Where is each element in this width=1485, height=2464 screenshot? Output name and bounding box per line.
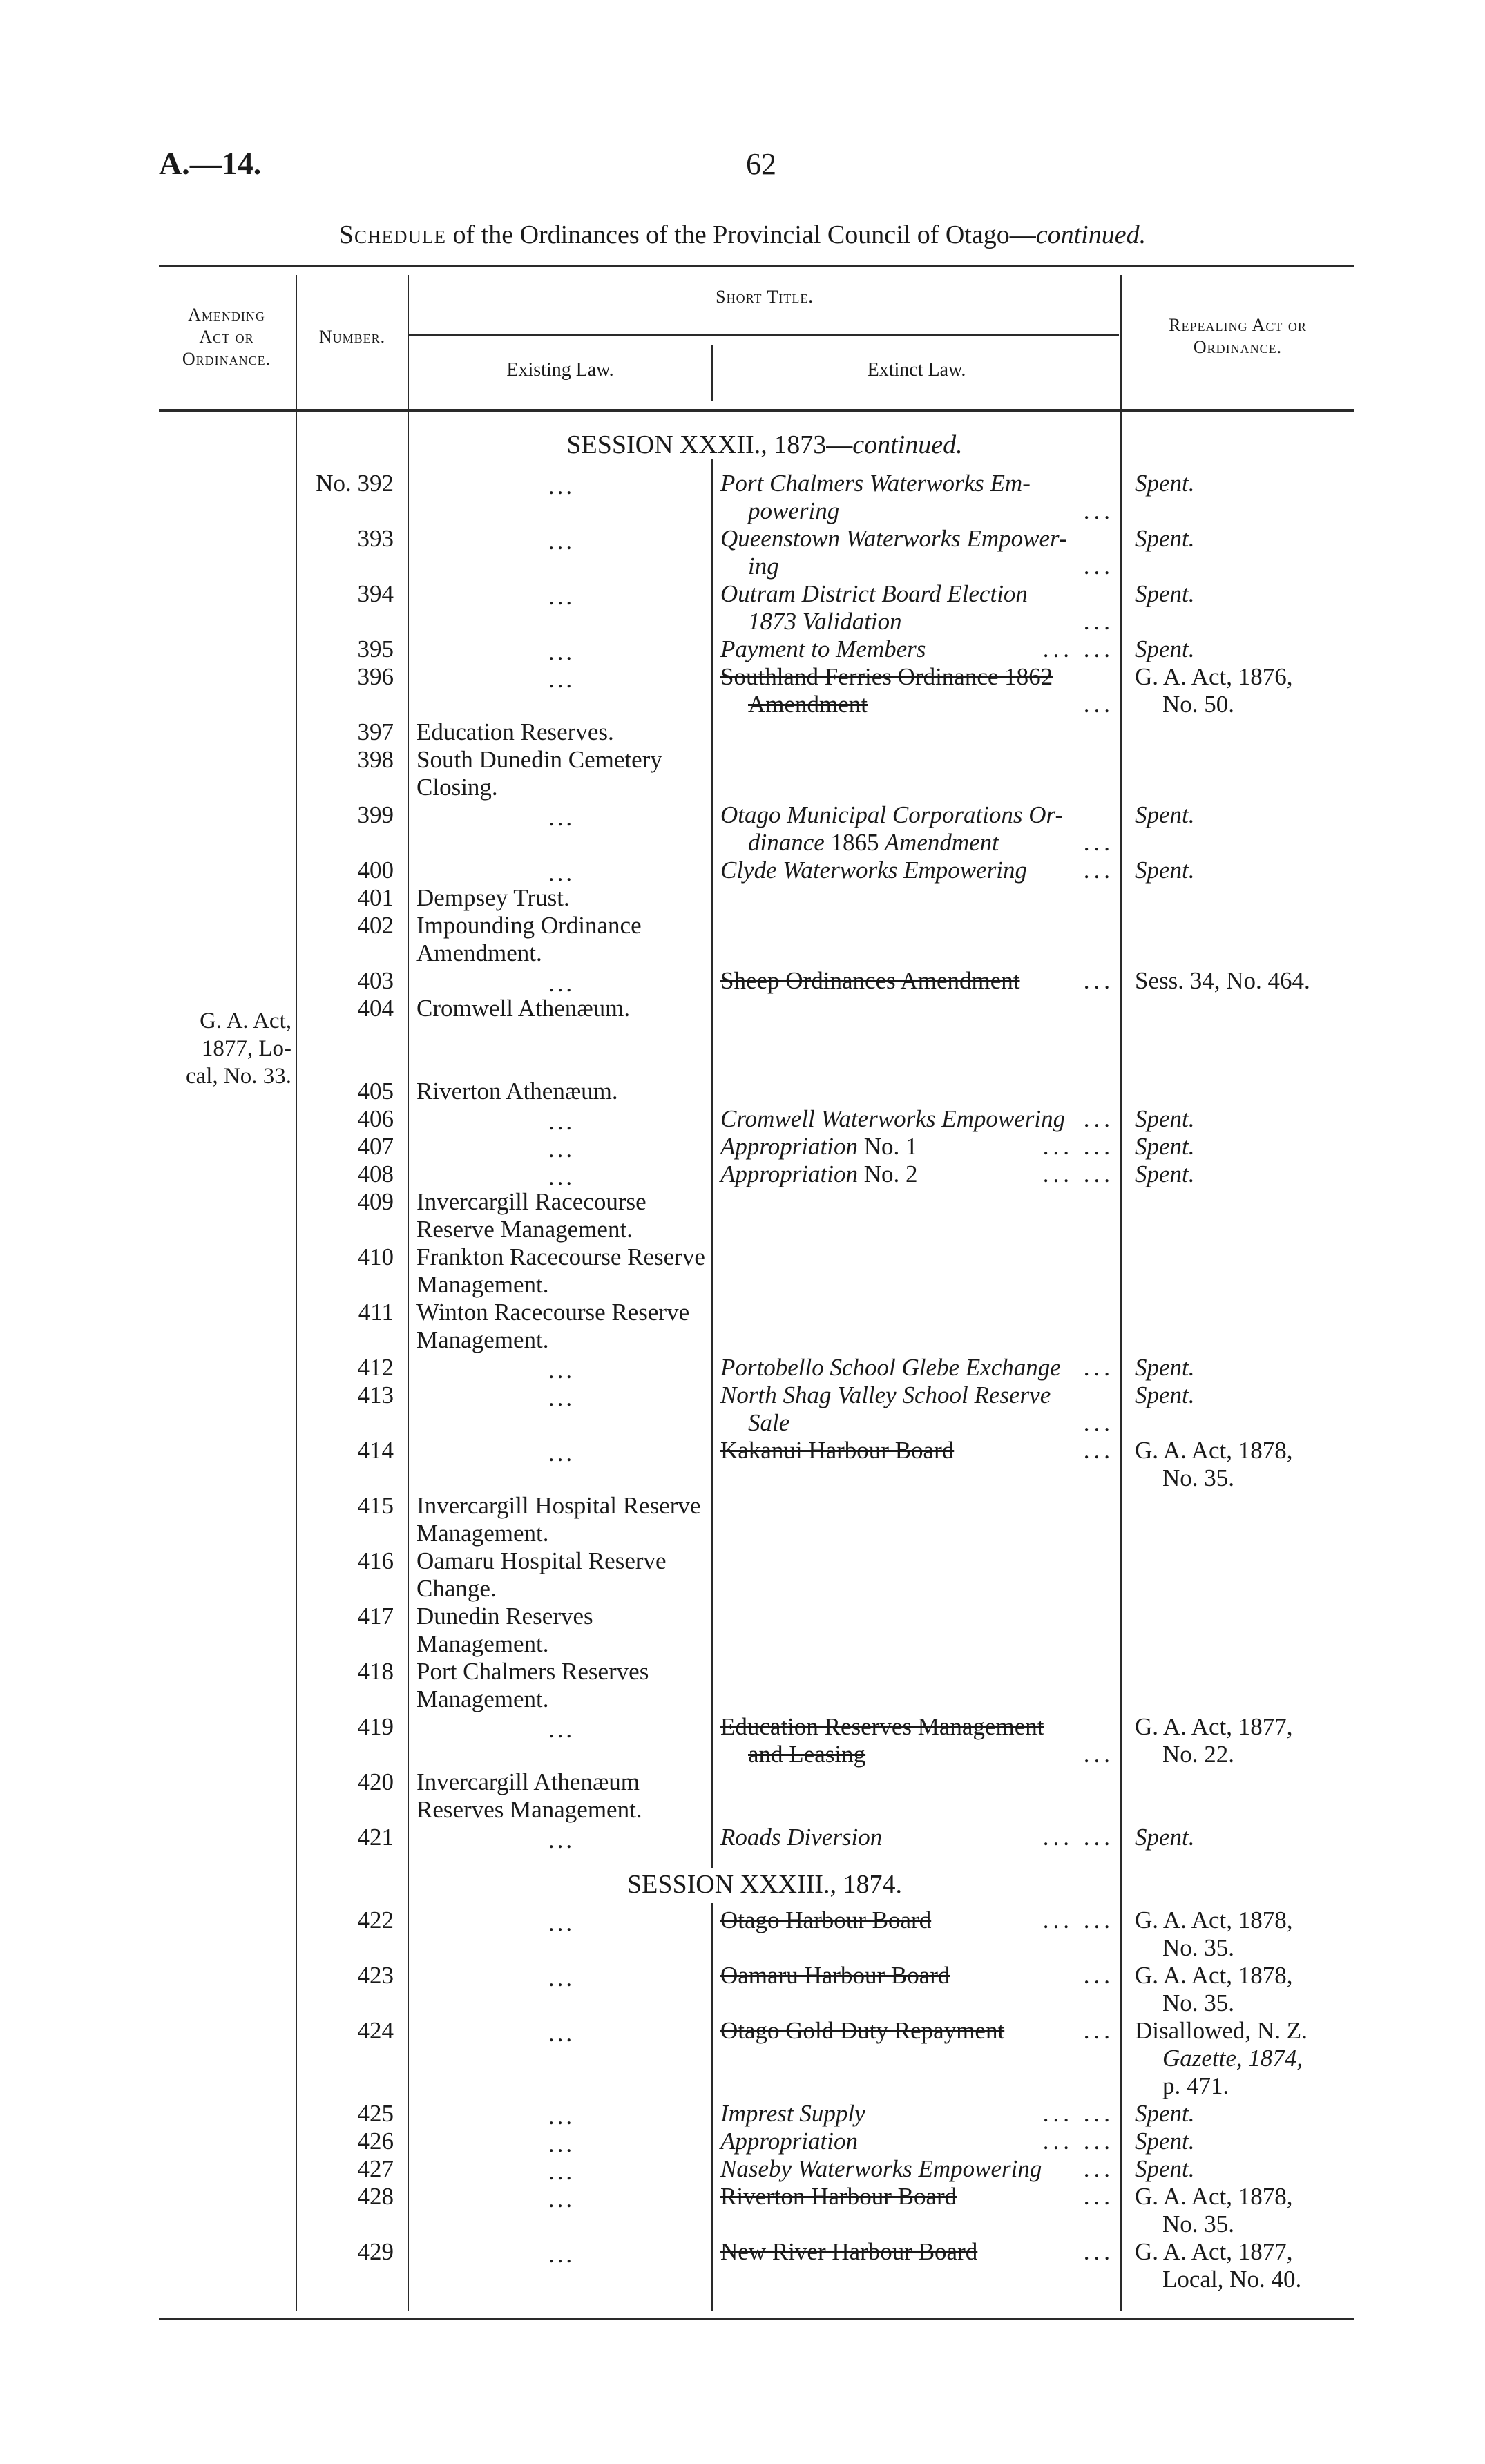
repealing-act — [1135, 1907, 1356, 1962]
row-number: 423 — [357, 1962, 394, 1989]
existing-law-leader: ... — [548, 1965, 575, 1992]
extinct-law-text: Cromwell Waterworks Empowering — [720, 1105, 1066, 1132]
extinct-law-line — [720, 2128, 1114, 2155]
col-header-short-title: Short Title. — [716, 287, 814, 307]
extinct-law-text: Appropriation — [720, 2128, 858, 2155]
leader-dots: ... — [1083, 2017, 1114, 2044]
extinct-law — [720, 2155, 1114, 2183]
extinct-law — [720, 967, 1114, 995]
col-header-amending-l2: Act or — [199, 327, 254, 347]
document-id: A.—14. — [159, 146, 262, 181]
extinct-law-text: Kakanui Harbour Board — [720, 1437, 955, 1464]
repealing-act-line: No. 50. — [1162, 691, 1235, 718]
extinct-law-line — [720, 553, 1114, 580]
extinct-law-text: Otago Municipal Corporations Or- — [720, 801, 1064, 828]
row-number: 393 — [357, 525, 394, 552]
existing-law-leader: ... — [548, 2103, 575, 2130]
repealing-act-line: Spent. — [1135, 1382, 1195, 1408]
extinct-law — [720, 2183, 1114, 2210]
repealing-act — [1135, 636, 1356, 663]
table-top-rule — [159, 265, 1354, 267]
extinct-law-line — [720, 636, 1114, 663]
leader-dots: ... — [1083, 691, 1114, 718]
extinct-law — [720, 1382, 1114, 1437]
existing-law-leader: ... — [548, 1716, 575, 1743]
row-number: 418 — [357, 1658, 394, 1685]
extinct-law — [720, 2100, 1114, 2128]
leader-dots: ... — [1083, 497, 1114, 524]
row-number: 424 — [357, 2017, 394, 2044]
extinct-law — [720, 2238, 1114, 2266]
repealing-act — [1135, 1161, 1356, 1188]
existing-law-leader: ... — [548, 528, 575, 555]
row-number: 407 — [357, 1133, 394, 1160]
extinct-law-line — [720, 1437, 1114, 1464]
leader-dots: ... — [1083, 829, 1114, 856]
repealing-act — [1135, 1713, 1356, 1768]
repealing-act-line: Spent. — [1135, 2100, 1195, 2127]
row-number: 395 — [357, 636, 394, 662]
repealing-act — [1135, 580, 1356, 608]
repealing-act — [1135, 2100, 1356, 2128]
row-number: 401 — [357, 884, 394, 911]
extinct-law — [720, 580, 1114, 636]
session-xxxii-continued: continued. — [852, 430, 963, 459]
repealing-act-line: Sess. 34, No. 464. — [1135, 967, 1310, 994]
session-heading-xxxii — [409, 430, 1120, 460]
repealing-act-line: No. 35. — [1162, 1989, 1235, 2016]
extinct-law — [720, 1907, 1114, 1934]
repealing-act-line: Disallowed, N. Z. — [1135, 2017, 1307, 2044]
leader-dots: ... — [1083, 1437, 1114, 1464]
leader-dots: ... — [1083, 1354, 1114, 1381]
extinct-law — [720, 470, 1114, 525]
extinct-law-line — [720, 2100, 1114, 2128]
extinct-law — [720, 525, 1114, 580]
row-number: 397 — [357, 718, 394, 745]
row-number: 413 — [357, 1382, 394, 1408]
extinct-law-text: Riverton Harbour Board — [720, 2183, 957, 2210]
extinct-law — [720, 663, 1114, 718]
extinct-law-text: Oamaru Harbour Board — [720, 1962, 950, 1989]
repealing-act — [1135, 967, 1356, 995]
amending-note — [131, 1007, 291, 1090]
repealing-act-line: Spent. — [1135, 1105, 1195, 1132]
repealing-act-line: Spent. — [1135, 1133, 1195, 1160]
repealing-act-line: No. 22. — [1162, 1741, 1235, 1768]
extinct-law-line — [720, 1741, 1114, 1768]
repealing-act-line: Spent. — [1135, 470, 1195, 497]
extinct-law-text: Amendment — [748, 691, 868, 718]
existing-law: Invercargill Athenæum Reserves Management. — [416, 1768, 642, 1823]
repealing-act — [1135, 663, 1356, 718]
repealing-act-line: No. 35. — [1162, 1464, 1235, 1491]
extinct-law — [720, 636, 1114, 663]
row-number: 415 — [357, 1492, 394, 1519]
extinct-law-text: Appropriation No. 2 — [720, 1161, 918, 1187]
leader-dots: ... ... — [1042, 2128, 1114, 2155]
col-header-existing: Existing Law. — [506, 359, 614, 381]
extinct-law-text: Otago Gold Duty Repayment — [720, 2017, 1005, 2044]
existing-law: Invercargill Hospital Reserve Management. — [416, 1492, 701, 1547]
extinct-law — [720, 2128, 1114, 2155]
leader-dots: ... — [1083, 967, 1114, 994]
col-header-amending — [160, 304, 293, 370]
extinct-law-text: 1873 Validation — [748, 608, 902, 635]
row-number: 421 — [357, 1824, 394, 1851]
row-number: 408 — [357, 1161, 394, 1187]
repealing-act — [1135, 470, 1356, 497]
leader-dots: ... — [1083, 1741, 1114, 1768]
row-number: 416 — [357, 1547, 394, 1574]
existing-law: Riverton Athenæum. — [416, 1078, 618, 1105]
repealing-act-line: G. A. Act, 1878, — [1135, 1962, 1293, 1989]
leader-dots: ... ... — [1042, 1907, 1114, 1933]
repealing-act-line: Spent. — [1135, 2128, 1195, 2155]
row-number: 410 — [357, 1243, 394, 1270]
existing-law: Education Reserves. — [416, 718, 614, 745]
extinct-law-text: Portobello School Glebe Exchange — [720, 1354, 1061, 1381]
extinct-law-line — [720, 2155, 1114, 2183]
row-number: 422 — [357, 1907, 394, 1933]
repealing-act — [1135, 2238, 1356, 2293]
leader-dots: ... — [1083, 1105, 1114, 1132]
existing-law-leader: ... — [548, 970, 575, 997]
session-heading-xxxiii: SESSION XXXIII., 1874. — [627, 1870, 902, 1899]
row-number: 428 — [357, 2183, 394, 2210]
row-number: 420 — [357, 1768, 394, 1795]
row-number: 406 — [357, 1105, 394, 1132]
extinct-law-text: Appropriation No. 1 — [720, 1133, 918, 1160]
repealing-act — [1135, 1105, 1356, 1133]
extinct-law-line — [720, 1824, 1114, 1851]
extinct-law-line — [720, 1907, 1114, 1934]
row-number: 426 — [357, 2128, 394, 2155]
extinct-law-text: powering — [748, 497, 840, 524]
extinct-law — [720, 1824, 1114, 1851]
repealing-act — [1135, 857, 1356, 884]
repealing-act-line: G. A. Act, 1876, — [1135, 663, 1293, 690]
repealing-act-line: G. A. Act, 1878, — [1135, 1437, 1293, 1464]
extinct-law-text: Port Chalmers Waterworks Em- — [720, 470, 1031, 497]
col-header-repealing-l1: Repealing Act or — [1169, 315, 1307, 335]
repealing-act-line: Spent. — [1135, 1354, 1195, 1381]
extinct-law-line — [720, 1105, 1114, 1133]
extinct-law-text: Clyde Waterworks Empowering — [720, 857, 1027, 884]
extinct-law-text: New River Harbour Board — [720, 2238, 978, 2265]
extinct-law-text: Queenstown Waterworks Empower- — [720, 525, 1067, 552]
repealing-act-line: Spent. — [1135, 525, 1195, 552]
short-title-divider — [408, 334, 1119, 336]
repealing-act — [1135, 2155, 1356, 2183]
extinct-law-text: Imprest Supply — [720, 2100, 865, 2127]
extinct-law — [720, 1713, 1114, 1768]
repealing-act-line: No. 35. — [1162, 2210, 1235, 2237]
extinct-law-line — [720, 497, 1114, 525]
repealing-act — [1135, 1354, 1356, 1382]
extinct-law-line — [720, 663, 1114, 691]
existing-law: Invercargill Racecourse Reserve Management. — [416, 1188, 646, 1243]
col-header-repealing — [1122, 314, 1354, 359]
extinct-law — [720, 1437, 1114, 1464]
extinct-law-line — [720, 1382, 1114, 1409]
repealing-act-line: Local, No. 40. — [1162, 2266, 1302, 2293]
extinct-law-line — [720, 1133, 1114, 1161]
row-number: 403 — [357, 967, 394, 994]
leader-dots: ... — [1083, 2183, 1114, 2210]
row-number: 429 — [357, 2238, 394, 2265]
row-number: 396 — [357, 663, 394, 690]
leader-dots: ... ... — [1042, 636, 1114, 662]
row-number: 412 — [357, 1354, 394, 1381]
schedule-title-text: of the Ordinances of the Provincial Council of Otago— — [446, 220, 1036, 249]
repealing-act-line: p. 471. — [1162, 2072, 1229, 2099]
amending-note-l2: 1877, Lo- — [201, 1036, 291, 1061]
existing-law-leader: ... — [548, 583, 575, 610]
repealing-act-line: Spent. — [1135, 1161, 1195, 1187]
extinct-law-line — [720, 829, 1114, 857]
schedule-title — [0, 220, 1485, 250]
repealing-act-line: Spent. — [1135, 801, 1195, 828]
leader-dots: ... — [1083, 2155, 1114, 2182]
extinct-law-text: Education Reserves Management — [720, 1713, 1044, 1740]
leader-dots: ... — [1083, 857, 1114, 884]
existing-law-leader: ... — [548, 804, 575, 831]
row-number: 402 — [357, 912, 394, 939]
extinct-law-line — [720, 1713, 1114, 1741]
repealing-act-line: Gazette, 1874, — [1162, 2045, 1303, 2072]
existing-law-leader: ... — [548, 472, 575, 499]
extinct-law-text: Outram District Board Election — [720, 580, 1028, 607]
existing-law: Impounding Ordinance Amendment. — [416, 912, 642, 966]
extinct-law-text: and Leasing — [748, 1741, 866, 1768]
col-header-amending-l1: Amending — [188, 305, 265, 325]
extinct-law-line — [720, 580, 1114, 608]
existing-law-leader: ... — [548, 1357, 575, 1384]
repealing-act — [1135, 525, 1356, 553]
leader-dots: ... ... — [1042, 2100, 1114, 2127]
extinct-law-line — [720, 470, 1114, 497]
extinct-law — [720, 1105, 1114, 1133]
extinct-law-line — [720, 2183, 1114, 2210]
repealing-act — [1135, 1437, 1356, 1492]
repealing-act-line: G. A. Act, 1878, — [1135, 2183, 1293, 2210]
repealing-act — [1135, 1133, 1356, 1161]
repealing-act-line: No. 35. — [1162, 1934, 1235, 1961]
extinct-law — [720, 1354, 1114, 1382]
leader-dots: ... — [1083, 1409, 1114, 1436]
col-rule-1 — [296, 275, 297, 2311]
existing-law: Dempsey Trust. — [416, 884, 570, 911]
leader-dots: ... ... — [1042, 1161, 1114, 1187]
row-number: 411 — [358, 1299, 394, 1326]
extinct-law — [720, 857, 1114, 884]
page-number: 62 — [746, 147, 776, 181]
repealing-act-line: G. A. Act, 1878, — [1135, 1907, 1293, 1933]
extinct-law-text: Sheep Ordinances Amendment — [720, 967, 1020, 994]
extinct-law-line — [720, 608, 1114, 636]
row-number: 409 — [357, 1188, 394, 1215]
existing-law-leader: ... — [548, 666, 575, 693]
extinct-law-line — [720, 2017, 1114, 2045]
existing-law: South Dunedin Cemetery Closing. — [416, 746, 662, 801]
row-number: 398 — [357, 746, 394, 773]
repealing-act-line: Spent. — [1135, 857, 1195, 884]
existing-law-leader: ... — [548, 2020, 575, 2047]
extinct-law-line — [720, 2238, 1114, 2266]
repealing-act-line: Spent. — [1135, 2155, 1195, 2182]
existing-law-leader: ... — [548, 2130, 575, 2157]
repealing-act — [1135, 2183, 1356, 2238]
extinct-law-text: ing — [748, 553, 779, 580]
extinct-law — [720, 2017, 1114, 2045]
extinct-law-line — [720, 857, 1114, 884]
amending-note-l1: G. A. Act, — [200, 1009, 291, 1033]
extinct-law-line — [720, 1962, 1114, 1989]
row-number: 405 — [357, 1078, 394, 1105]
extinct-law-line — [720, 1354, 1114, 1382]
existing-law-leader: ... — [548, 1384, 575, 1411]
row-number: No. 392 — [316, 470, 394, 497]
extinct-law-line — [720, 801, 1114, 829]
row-number: 400 — [357, 857, 394, 884]
extinct-law-line — [720, 1161, 1114, 1188]
extinct-law-line — [720, 691, 1114, 718]
extinct-law-line — [720, 1409, 1114, 1437]
existing-law-leader: ... — [548, 1826, 575, 1853]
repealing-act-line: G. A. Act, 1877, — [1135, 2238, 1293, 2265]
extinct-law — [720, 1962, 1114, 1989]
repealing-act — [1135, 1962, 1356, 2017]
extinct-law-text: Sale — [748, 1409, 790, 1436]
existing-law-leader: ... — [548, 1108, 575, 1135]
leader-dots: ... ... — [1042, 1824, 1114, 1851]
row-number: 404 — [357, 995, 394, 1022]
existing-law: Winton Racecourse Reserve Management. — [416, 1299, 690, 1353]
schedule-title-prefix: Schedule — [338, 220, 446, 249]
repealing-act — [1135, 2128, 1356, 2155]
leader-dots: ... — [1083, 553, 1114, 580]
extinct-law-text: dinance 1865 Amendment — [748, 829, 999, 856]
extinct-law-line — [720, 525, 1114, 553]
row-number: 414 — [357, 1437, 394, 1464]
col-header-amending-l3: Ordinance. — [182, 349, 271, 369]
leader-dots: ... ... — [1042, 1133, 1114, 1160]
existing-law-leader: ... — [548, 2241, 575, 2268]
row-number: 419 — [357, 1713, 394, 1740]
extinct-law-text: North Shag Valley School Reserve — [720, 1382, 1051, 1408]
schedule-title-continued: continued. — [1035, 220, 1147, 249]
existing-law: Frankton Racecourse Reserve Management. — [416, 1243, 705, 1298]
row-number: 417 — [357, 1603, 394, 1630]
row-number: 425 — [357, 2100, 394, 2127]
col-header-extinct: Extinct Law. — [867, 359, 966, 381]
extinct-law — [720, 1161, 1114, 1188]
existing-law-leader: ... — [548, 1909, 575, 1936]
repealing-act-line: Spent. — [1135, 636, 1195, 662]
leader-dots: ... — [1083, 2238, 1114, 2265]
session-xxxii-title: SESSION XXXII., 1873— — [566, 430, 853, 459]
col-header-number: Number. — [318, 327, 386, 347]
repealing-act — [1135, 1824, 1356, 1851]
existing-law-leader: ... — [548, 1136, 575, 1163]
extinct-law-text: Southland Ferries Ordinance 1862 — [720, 663, 1053, 690]
extinct-law-text: Payment to Members — [720, 636, 926, 662]
col-rule-4 — [1120, 275, 1122, 2311]
col-rule-3b — [711, 459, 713, 1868]
leader-dots: ... — [1083, 608, 1114, 635]
extinct-law-line — [720, 967, 1114, 995]
existing-law-leader: ... — [548, 859, 575, 886]
col-rule-3c — [711, 1903, 713, 2311]
repealing-act — [1135, 801, 1356, 829]
existing-law-leader: ... — [548, 2186, 575, 2213]
existing-law-leader: ... — [548, 2158, 575, 2185]
extinct-law-text: Roads Diversion — [720, 1824, 883, 1851]
row-number: 394 — [357, 580, 394, 607]
table-bottom-rule — [159, 2318, 1354, 2320]
existing-law-leader: ... — [548, 1440, 575, 1467]
existing-law-leader: ... — [548, 1163, 575, 1190]
row-number: 399 — [357, 801, 394, 828]
col-header-repealing-l2: Ordinance. — [1193, 337, 1283, 357]
existing-law: Port Chalmers Reserves Management. — [416, 1658, 649, 1712]
existing-law: Oamaru Hospital Reserve Change. — [416, 1547, 667, 1602]
col-rule-2 — [408, 275, 409, 2311]
repealing-act-line: G. A. Act, 1877, — [1135, 1713, 1293, 1740]
repealing-act-line: Spent. — [1135, 1824, 1195, 1851]
existing-law: Cromwell Athenæum. — [416, 995, 631, 1022]
row-number: 427 — [357, 2155, 394, 2182]
leader-dots: ... — [1083, 1962, 1114, 1989]
extinct-law-text: Otago Harbour Board — [720, 1907, 932, 1933]
repealing-act — [1135, 1382, 1356, 1409]
extinct-law-text: Naseby Waterworks Empowering — [720, 2155, 1042, 2182]
existing-law-leader: ... — [548, 638, 575, 665]
amending-note-l3: cal, No. 33. — [185, 1064, 291, 1089]
repealing-act-line: Spent. — [1135, 580, 1195, 607]
repealing-act — [1135, 2017, 1356, 2100]
extinct-law — [720, 801, 1114, 857]
header-bottom-rule — [159, 409, 1354, 412]
extinct-law — [720, 1133, 1114, 1161]
existing-law: Dunedin Reserves Management. — [416, 1603, 593, 1657]
